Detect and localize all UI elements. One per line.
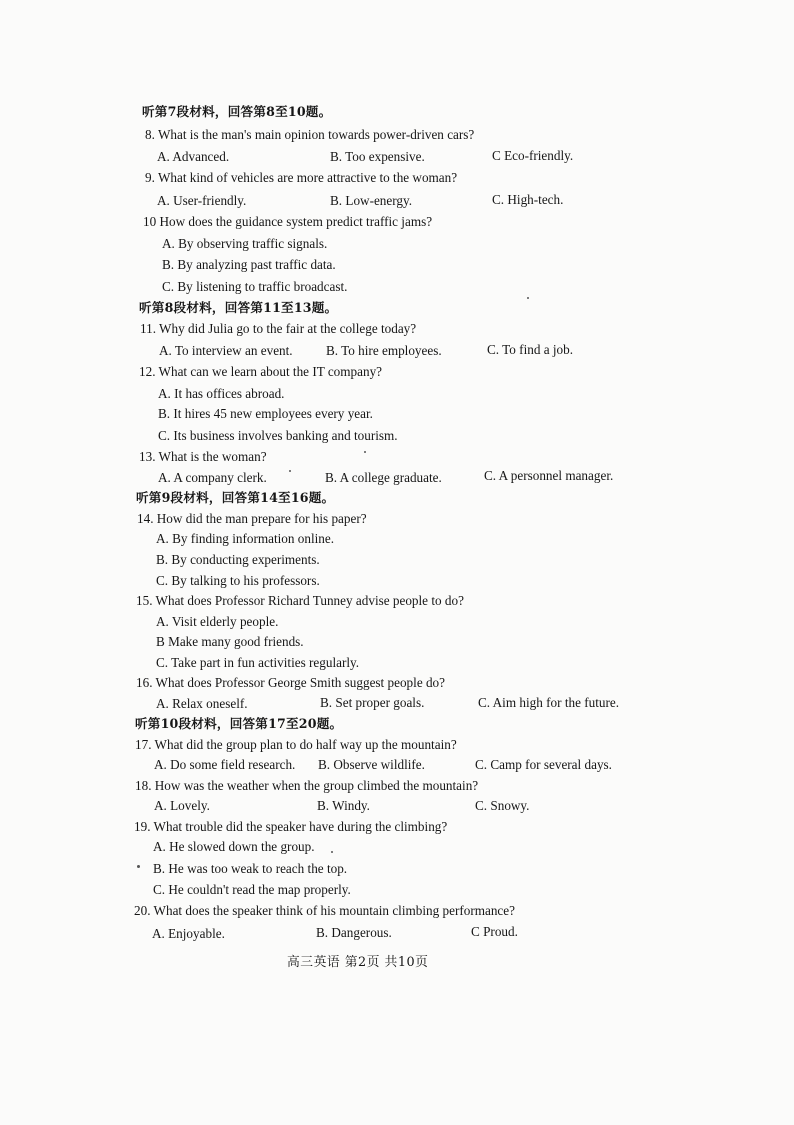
- question-18-option-a: A. Lovely.: [154, 798, 210, 813]
- scan-speck: [364, 451, 366, 453]
- question-18-option-c: C. Snowy.: [475, 798, 530, 813]
- question-15-option-b: B Make many good friends.: [156, 634, 304, 649]
- scan-speck: [527, 297, 529, 299]
- question-17-stem: 17. What did the group plan to do half way up the mountain?: [135, 737, 457, 752]
- question-13-option-a: A. A company clerk.: [158, 470, 267, 485]
- question-15-option-a: A. Visit elderly people.: [156, 614, 279, 629]
- question-20-option-b: B. Dangerous.: [316, 925, 392, 940]
- question-20-stem: 20. What does the speaker think of his mountain climbing performance?: [134, 903, 515, 918]
- scan-speck: [289, 470, 291, 472]
- question-8-option-a: A. Advanced.: [157, 149, 230, 164]
- question-16-option-c: C. Aim high for the future.: [478, 695, 620, 710]
- question-19-stem: 19. What trouble did the speaker have during the climbing?: [134, 819, 448, 834]
- question-14-option-a: A. By finding information online.: [156, 531, 335, 546]
- question-11-option-c: C. To find a job.: [487, 342, 574, 357]
- question-8-stem: 8. What is the man's main opinion towards power-driven cars?: [145, 127, 475, 142]
- question-19-option-b: B. He was too weak to reach the top.: [153, 861, 348, 876]
- question-9-stem: 9. What kind of vehicles are more attractive to the woman?: [145, 170, 458, 185]
- question-13-option-b: B. A college graduate.: [325, 470, 442, 485]
- question-9-option-b: B. Low-energy.: [330, 193, 413, 208]
- question-14-stem: 14. How did the man prepare for his paper?: [137, 511, 367, 526]
- page-footer: 高三英语 第2页 共10页: [287, 955, 429, 970]
- question-12-option-c: C. Its business involves banking and tourism.: [158, 428, 398, 443]
- question-10-stem: 10 How does the guidance system predict traffic jams?: [143, 214, 433, 229]
- question-9-option-a: A. User-friendly.: [157, 193, 247, 208]
- question-8-option-b: B. Too expensive.: [330, 149, 425, 164]
- section-8-header: 听第8段材料，回答第11至13题。: [139, 300, 338, 315]
- question-10-option-b: B. By analyzing past traffic data.: [162, 257, 336, 272]
- question-18-option-b: B. Windy.: [317, 798, 370, 813]
- question-14-option-b: B. By conducting experiments.: [156, 552, 320, 567]
- question-17-option-b: B. Observe wildlife.: [318, 757, 425, 772]
- question-19-option-c: C. He couldn't read the map properly.: [153, 882, 351, 897]
- question-12-option-b: B. It hires 45 new employees every year.: [158, 406, 373, 421]
- question-15-stem: 15. What does Professor Richard Tunney advise people to do?: [136, 593, 464, 608]
- scan-speck: [331, 851, 333, 853]
- question-11-option-b: B. To hire employees.: [326, 343, 442, 358]
- question-18-stem: 18. How was the weather when the group climbed the mountain?: [135, 778, 479, 793]
- question-19-option-a: A. He slowed down the group.: [153, 839, 315, 854]
- question-11-stem: 11. Why did Julia go to the fair at the college today?: [140, 321, 417, 336]
- question-17-option-c: C. Camp for several days.: [475, 757, 612, 772]
- question-12-option-a: A. It has offices abroad.: [158, 386, 285, 401]
- question-13-option-c: C. A personnel manager.: [484, 468, 614, 483]
- question-16-option-a: A. Relax oneself.: [156, 696, 248, 711]
- question-17-option-a: A. Do some field research.: [154, 757, 296, 772]
- question-16-stem: 16. What does Professor George Smith suggest people do?: [136, 675, 446, 690]
- question-16-option-b: B. Set proper goals.: [320, 695, 425, 710]
- section-9-header: 听第9段材料，回答第14至16题。: [136, 490, 335, 505]
- question-10-option-c: C. By listening to traffic broadcast.: [162, 279, 348, 294]
- question-13-stem: 13. What is the woman?: [139, 449, 267, 464]
- question-8-option-c: C Eco-friendly.: [492, 148, 574, 163]
- section-10-header: 听第10段材料，回答第17至20题。: [135, 716, 343, 731]
- question-15-option-c: C. Take part in fun activities regularly.: [156, 655, 360, 670]
- question-20-option-c: C Proud.: [471, 924, 518, 939]
- question-14-option-c: C. By talking to his professors.: [156, 573, 320, 588]
- scan-speck: [137, 865, 140, 868]
- question-10-option-a: A. By observing traffic signals.: [162, 236, 328, 251]
- question-20-option-a: A. Enjoyable.: [152, 926, 225, 941]
- question-11-option-a: A. To interview an event.: [159, 343, 293, 358]
- question-9-option-c: C. High-tech.: [492, 192, 564, 207]
- section-7-header: 听第7段材料，回答第8至10题。: [142, 104, 332, 119]
- question-12-stem: 12. What can we learn about the IT company?: [139, 364, 383, 379]
